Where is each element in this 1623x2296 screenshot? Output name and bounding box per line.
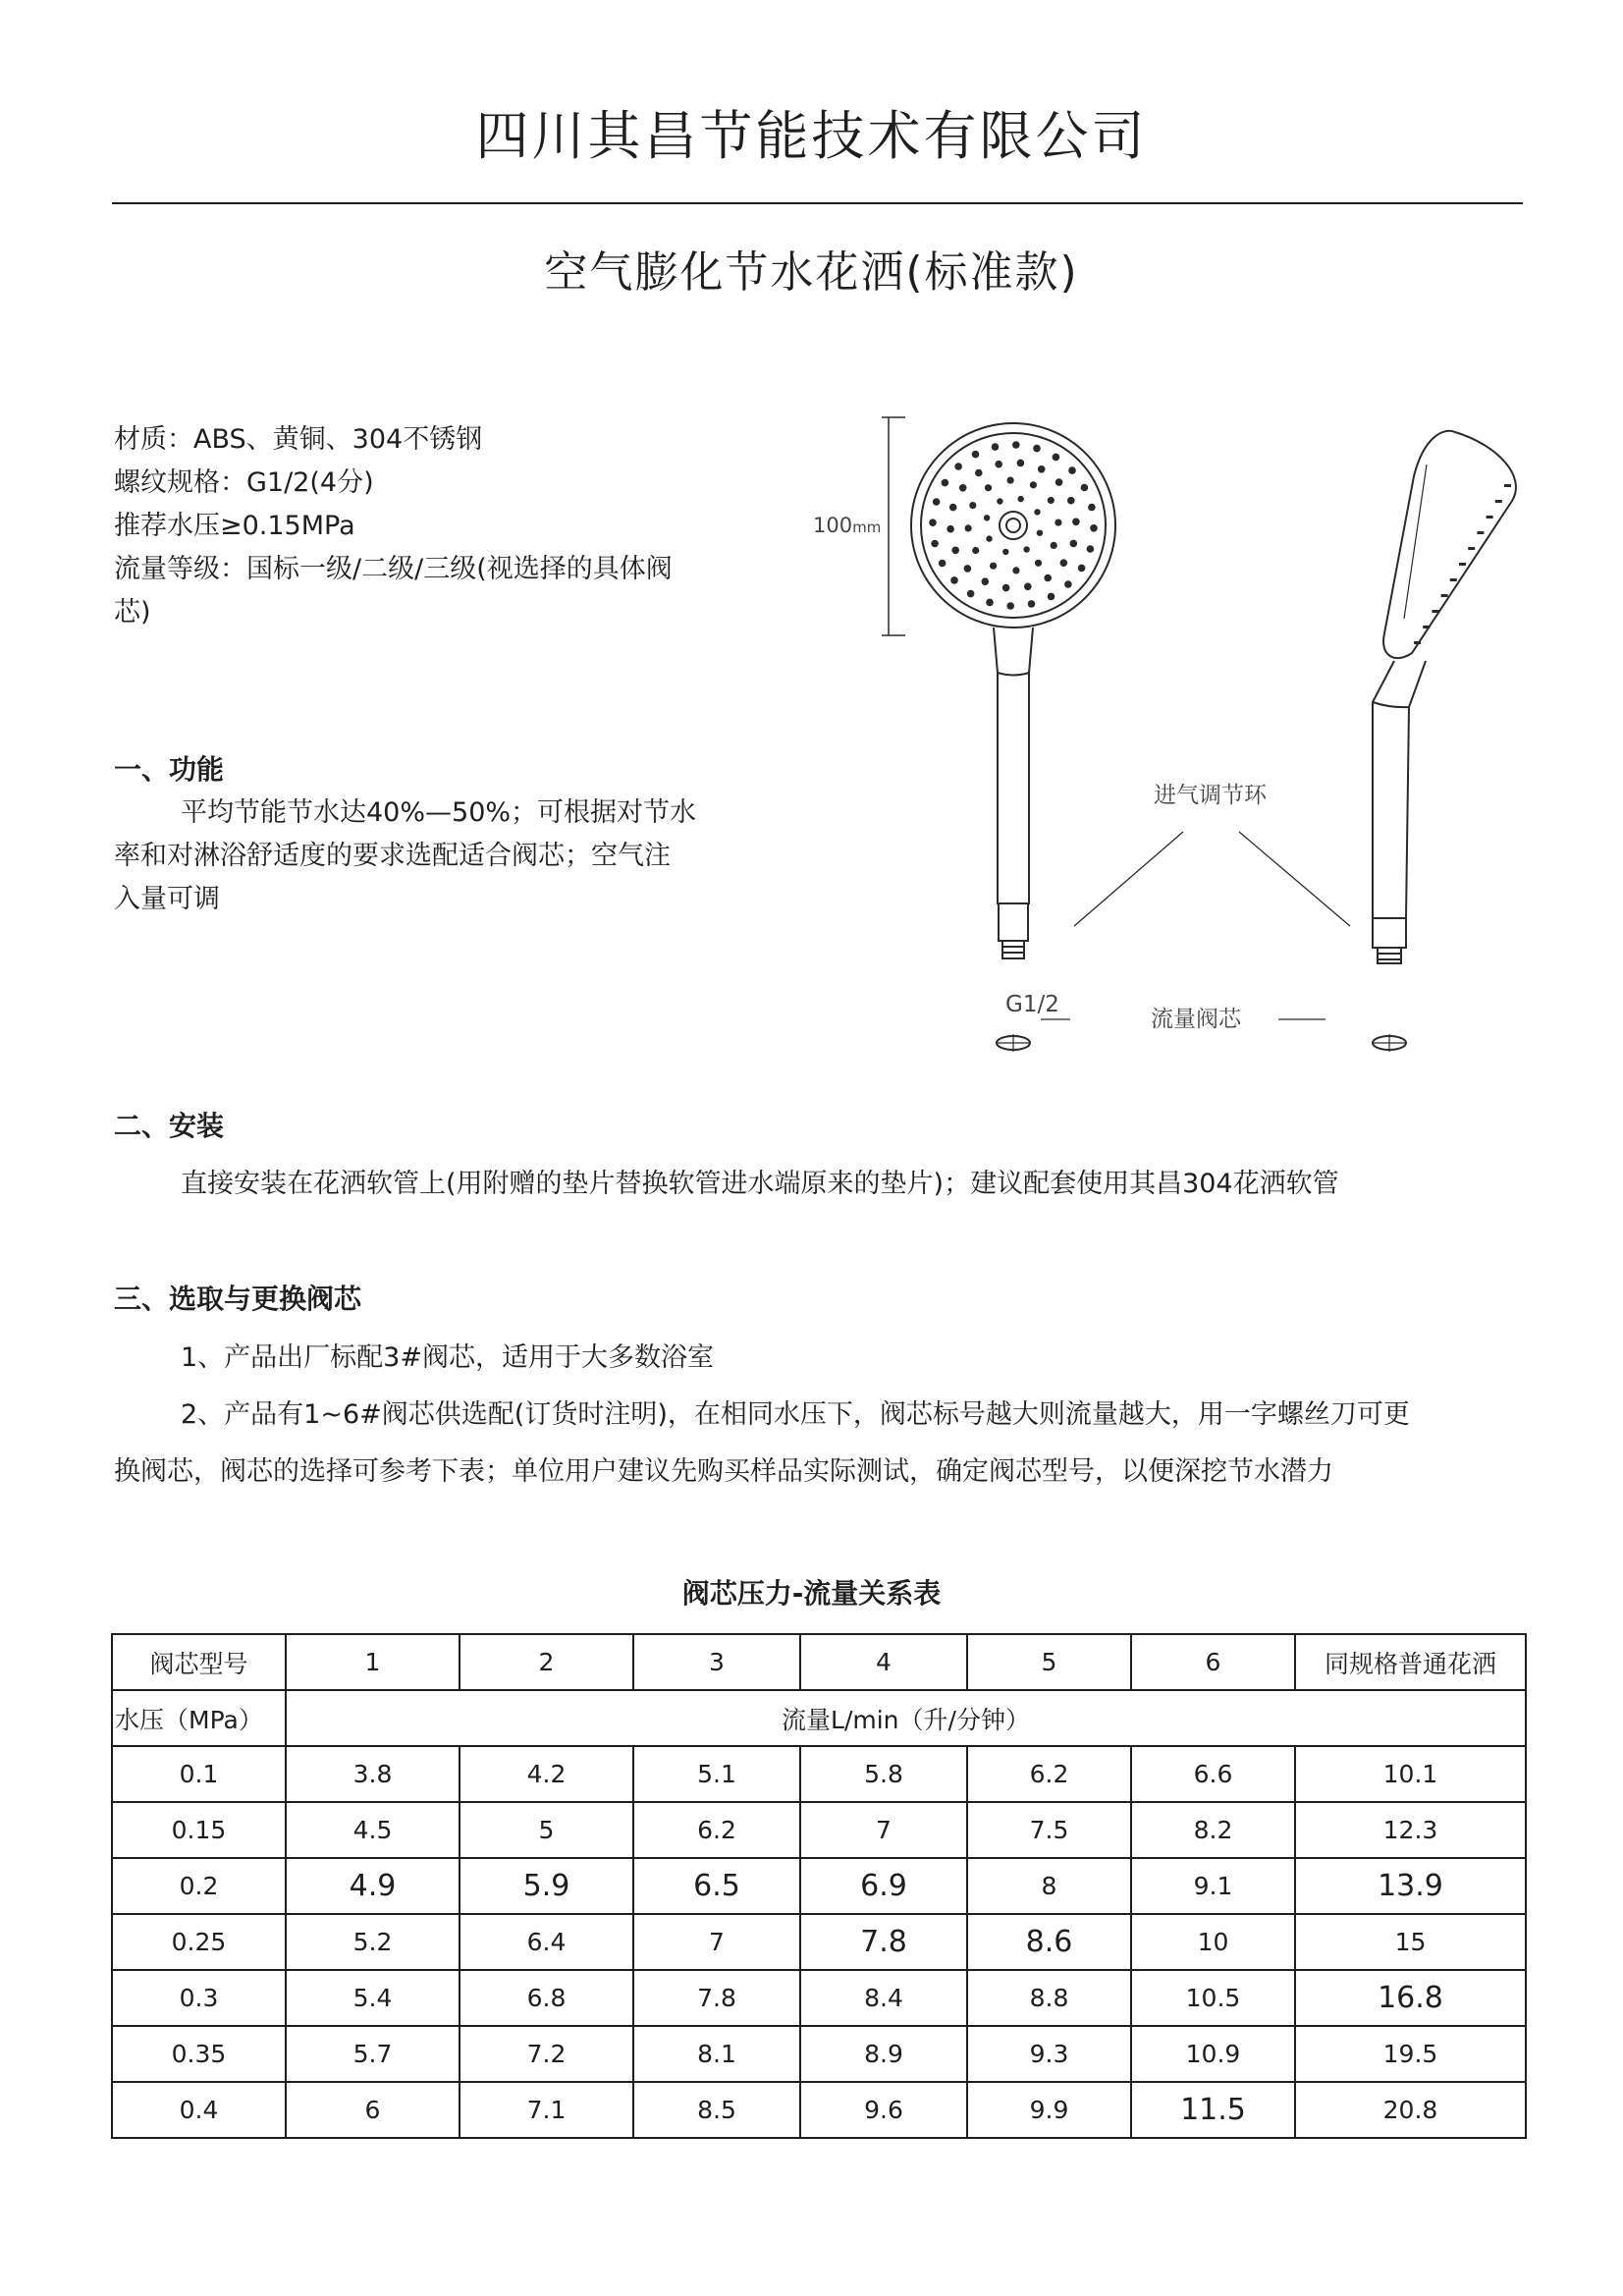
spec-thread: 螺纹规格：G1/2(4分) (114, 467, 374, 498)
nozzle-dot (1067, 497, 1075, 505)
flow-cell: 8.6 (967, 1914, 1131, 1970)
nozzle-dot (964, 565, 972, 573)
flow-cell: 13.9 (1295, 1858, 1526, 1914)
function-line-1: 平均节能节水达40%—50%；可根据对节水 (181, 797, 697, 828)
nozzle-dot (931, 540, 939, 548)
nozzle-dot (1064, 580, 1072, 588)
table-body (112, 1746, 1526, 2138)
air-ring-label: 进气调节环 (1154, 783, 1267, 808)
header-cell: 5 (967, 1634, 1131, 1690)
nozzle-dot (949, 504, 957, 512)
header-cell: 阀芯型号 (112, 1634, 286, 1690)
flow-cell: 16.8 (1295, 1970, 1526, 2026)
header-cell: 6 (1131, 1634, 1295, 1690)
flow-cell: 6.5 (633, 1858, 800, 1914)
install-title: 二、安装 (114, 1110, 225, 1142)
nozzle-dot (1044, 574, 1052, 582)
nozzle-dot (1068, 466, 1076, 474)
nozzle-dot (965, 524, 972, 531)
flow-cell: 7.2 (460, 2026, 633, 2082)
side-nozzle (1504, 484, 1511, 487)
nozzle-dot (975, 469, 983, 477)
select-item-1: 1、产品出厂标配3#阀芯，适用于大多数浴室 (181, 1342, 714, 1373)
table-title: 阀芯压力-流量关系表 (681, 1577, 942, 1610)
nozzle-dot (947, 525, 954, 533)
flow-cell: 5.8 (800, 1746, 967, 1802)
header-divider (112, 202, 1523, 204)
table-row (112, 1802, 1526, 1858)
function-title: 一、功能 (114, 753, 225, 786)
nozzle-dot (1012, 567, 1019, 574)
nozzle-dot (1023, 546, 1029, 552)
flow-cell: 8 (967, 1858, 1131, 1914)
nozzle-dot (1072, 519, 1080, 526)
flow-cell: 5.9 (460, 1858, 633, 1914)
flow-cell: 6.6 (1131, 1746, 1295, 1802)
flow-cell: 15 (1295, 1914, 1526, 1970)
flow-cell: 7 (633, 1914, 800, 1970)
nozzle-dot (1006, 602, 1014, 610)
flow-cell: 6.9 (800, 1858, 967, 1914)
flow-table (111, 1633, 1527, 2139)
header-cell: 同规格普通花洒 (1295, 1634, 1526, 1690)
nozzle-dot (1055, 478, 1063, 486)
nozzle-dot (951, 547, 959, 555)
flow-cell: 9.6 (800, 2082, 967, 2138)
nozzle-dot (954, 463, 962, 470)
dimension-label: 100mm (813, 514, 882, 537)
nozzle-dot (929, 519, 937, 526)
nozzle-dot (984, 515, 990, 520)
nozzle-dot (1002, 584, 1010, 592)
nozzle-dot (967, 590, 975, 598)
pressure-cell: 0.15 (112, 1802, 286, 1858)
nozzle-dot (986, 535, 992, 541)
flow-cell: 8.9 (800, 2026, 967, 2082)
install-text: 直接安装在花洒软管上(用附赠的垫片替换软管进水端原来的垫片)；建议配套使用其昌304花洒软管 (181, 1169, 1339, 1199)
table-header-row (112, 1634, 1526, 1690)
flow-cell: 6.8 (460, 1970, 633, 2026)
flow-cell: 8.8 (967, 1970, 1131, 2026)
nozzle-dot (1038, 465, 1046, 473)
flow-cell: 4.5 (286, 1802, 460, 1858)
header-cell: 1 (286, 1634, 460, 1690)
table-row (112, 2026, 1526, 2082)
product-title: 空气膨化节水花洒(标准款) (544, 247, 1079, 298)
nozzle-dot (1090, 524, 1098, 532)
nozzle-dot (1012, 441, 1020, 449)
side-nozzle (1495, 500, 1502, 503)
nozzle-dot (1018, 496, 1024, 502)
nozzle-dot (1002, 549, 1008, 555)
side-nozzle (1468, 547, 1475, 550)
nozzle-dot (1033, 445, 1041, 453)
flow-cell: 12.3 (1295, 1802, 1526, 1858)
flow-cell: 9.9 (967, 2082, 1131, 2138)
flow-cell: 19.5 (1295, 2026, 1526, 2082)
pressure-cell: 0.1 (112, 1746, 286, 1802)
pressure-cell: 0.35 (112, 2026, 286, 2082)
nozzle-dot (1088, 504, 1096, 512)
side-nozzle (1487, 516, 1493, 519)
table-row (112, 2082, 1526, 2138)
spec-list (114, 418, 752, 634)
header-cell: 3 (633, 1634, 800, 1690)
function-text (114, 792, 762, 921)
nozzle-dot (992, 443, 1000, 451)
flow-cell: 10.1 (1295, 1746, 1526, 1802)
table-unit-row (112, 1690, 1526, 1746)
nozzle-dot (1048, 497, 1055, 504)
flow-cell: 20.8 (1295, 2082, 1526, 2138)
flow-cell: 10.9 (1131, 2026, 1295, 2082)
nozzle-dot (950, 576, 958, 584)
shower-head-drawing (805, 408, 1542, 1075)
flow-cell: 7 (800, 1802, 967, 1858)
nozzle-dot (1028, 600, 1036, 608)
function-line-2: 率和对淋浴舒适度的要求选配适合阀芯；空气注 (114, 841, 671, 871)
select-item-2-line-1: 2、产品有1~6#阀芯供选配(订货时注明)，在相同水压下，阀芯标号越大则流量越大，用一字螺丝刀可更 (181, 1399, 1410, 1430)
front-head-outer (911, 423, 1115, 628)
header-cell: 4 (800, 1634, 967, 1690)
pressure-cell: 0.4 (112, 2082, 286, 2138)
side-nozzle (1414, 641, 1421, 644)
flow-cell: 10 (1131, 1914, 1295, 1970)
select-item-2 (114, 1394, 1547, 1494)
nozzle-dot (1081, 484, 1089, 492)
nozzle-dot (1007, 477, 1014, 484)
flow-cell: 8.2 (1131, 1802, 1295, 1858)
flow-cell: 4.9 (286, 1858, 460, 1914)
pressure-label-cell: 水压（MPa） (112, 1690, 286, 1746)
nozzle-dot (990, 563, 997, 570)
nozzle-dot (972, 547, 979, 554)
side-nozzle (1477, 531, 1484, 534)
front-handle (994, 628, 1033, 903)
nozzle-dot (1024, 583, 1032, 591)
nozzle-dot (969, 502, 976, 509)
flow-cell: 9.3 (967, 2026, 1131, 2082)
flow-cell: 6 (286, 2082, 460, 2138)
pressure-cell: 0.2 (112, 1858, 286, 1914)
flow-cell: 8.5 (633, 2082, 800, 2138)
flow-cell: 5.4 (286, 1970, 460, 2026)
flow-label-cell: 流量L/min（升/分钟） (286, 1690, 1526, 1746)
flow-cell: 5.2 (286, 1914, 460, 1970)
function-line-3: 入量可调 (114, 884, 220, 914)
nozzle-pattern (929, 441, 1098, 610)
nozzle-dot (1087, 545, 1095, 553)
company-name: 四川其昌节能技术有限公司 (475, 105, 1148, 167)
side-nozzle (1441, 594, 1448, 597)
flow-cell: 7.5 (967, 1802, 1131, 1858)
side-nozzle (1423, 626, 1430, 629)
nozzle-dot (1078, 565, 1086, 573)
flow-cell: 7.8 (633, 1970, 800, 2026)
nozzle-dot (985, 484, 992, 491)
nozzle-dot (982, 577, 990, 585)
nozzle-dot (1060, 559, 1068, 567)
nozzle-dot (986, 599, 994, 607)
nozzle-dot (1048, 593, 1055, 601)
pressure-cell: 0.3 (112, 1970, 286, 2026)
nozzle-dot (1051, 542, 1057, 549)
nozzle-dot (1055, 519, 1061, 526)
flow-cell: 5 (460, 1802, 633, 1858)
nozzle-dot (1035, 560, 1042, 567)
side-handle (1373, 661, 1426, 918)
flow-cell: 5.7 (286, 2026, 460, 2082)
flow-cell: 6.4 (460, 1914, 633, 1970)
spec-material: 材质：ABS、黄铜、304不锈钢 (114, 424, 483, 455)
nozzle-dot (1070, 540, 1078, 548)
side-head (1383, 431, 1516, 658)
nozzle-dot (933, 498, 941, 506)
table-row (112, 1970, 1526, 2026)
nozzle-dot (972, 451, 980, 459)
nozzle-dot (939, 560, 947, 568)
flow-cell: 6.2 (967, 1746, 1131, 1802)
spec-flow-grade: 流量等级：国标一级/二级/三级(视选择的具体阀 (114, 554, 673, 584)
cartridge-label: 流量阀芯 (1151, 1007, 1241, 1032)
spec-pressure: 推荐水压≥0.15MPa (114, 511, 355, 541)
side-nozzle (1459, 563, 1466, 566)
table-row (112, 1914, 1526, 1970)
select-title: 三、选取与更换阀芯 (114, 1283, 362, 1315)
thread-label: G1/2 (1005, 992, 1059, 1017)
spec-flow-grade-cont: 芯) (114, 597, 151, 628)
side-nozzle (1432, 610, 1438, 613)
select-item-2-line-2: 换阀芯，阀芯的选择可参考下表；单位用户建议先购买样品实际测试，确定阀芯型号，以便深挖节水潜力 (114, 1456, 1333, 1487)
flow-cell: 6.2 (633, 1802, 800, 1858)
nozzle-dot (1030, 481, 1037, 488)
flow-cell: 10.5 (1131, 1970, 1295, 2026)
flow-cell: 9.1 (1131, 1858, 1295, 1914)
nozzle-dot (959, 484, 967, 492)
flow-cell: 3.8 (286, 1746, 460, 1802)
table-row (112, 1858, 1526, 1914)
pressure-cell: 0.25 (112, 1914, 286, 1970)
nozzle-dot (995, 461, 1002, 468)
nozzle-dot (1034, 509, 1040, 515)
table-row (112, 1746, 1526, 1802)
flow-cell: 8.4 (800, 1970, 967, 2026)
flow-cell: 11.5 (1131, 2082, 1295, 2138)
nozzle-dot (942, 479, 949, 487)
flow-cell: 7.1 (460, 2082, 633, 2138)
side-nozzle (1450, 578, 1457, 581)
nozzle-dot (997, 498, 1002, 504)
flow-cell: 7.8 (800, 1914, 967, 1970)
flow-cell: 8.1 (633, 2026, 800, 2082)
flow-cell: 5.1 (633, 1746, 800, 1802)
nozzle-dot (1017, 460, 1025, 467)
nozzle-dot (1053, 454, 1060, 462)
header-cell: 2 (460, 1634, 633, 1690)
nozzle-dot (1037, 530, 1043, 536)
flow-cell: 4.2 (460, 1746, 633, 1802)
